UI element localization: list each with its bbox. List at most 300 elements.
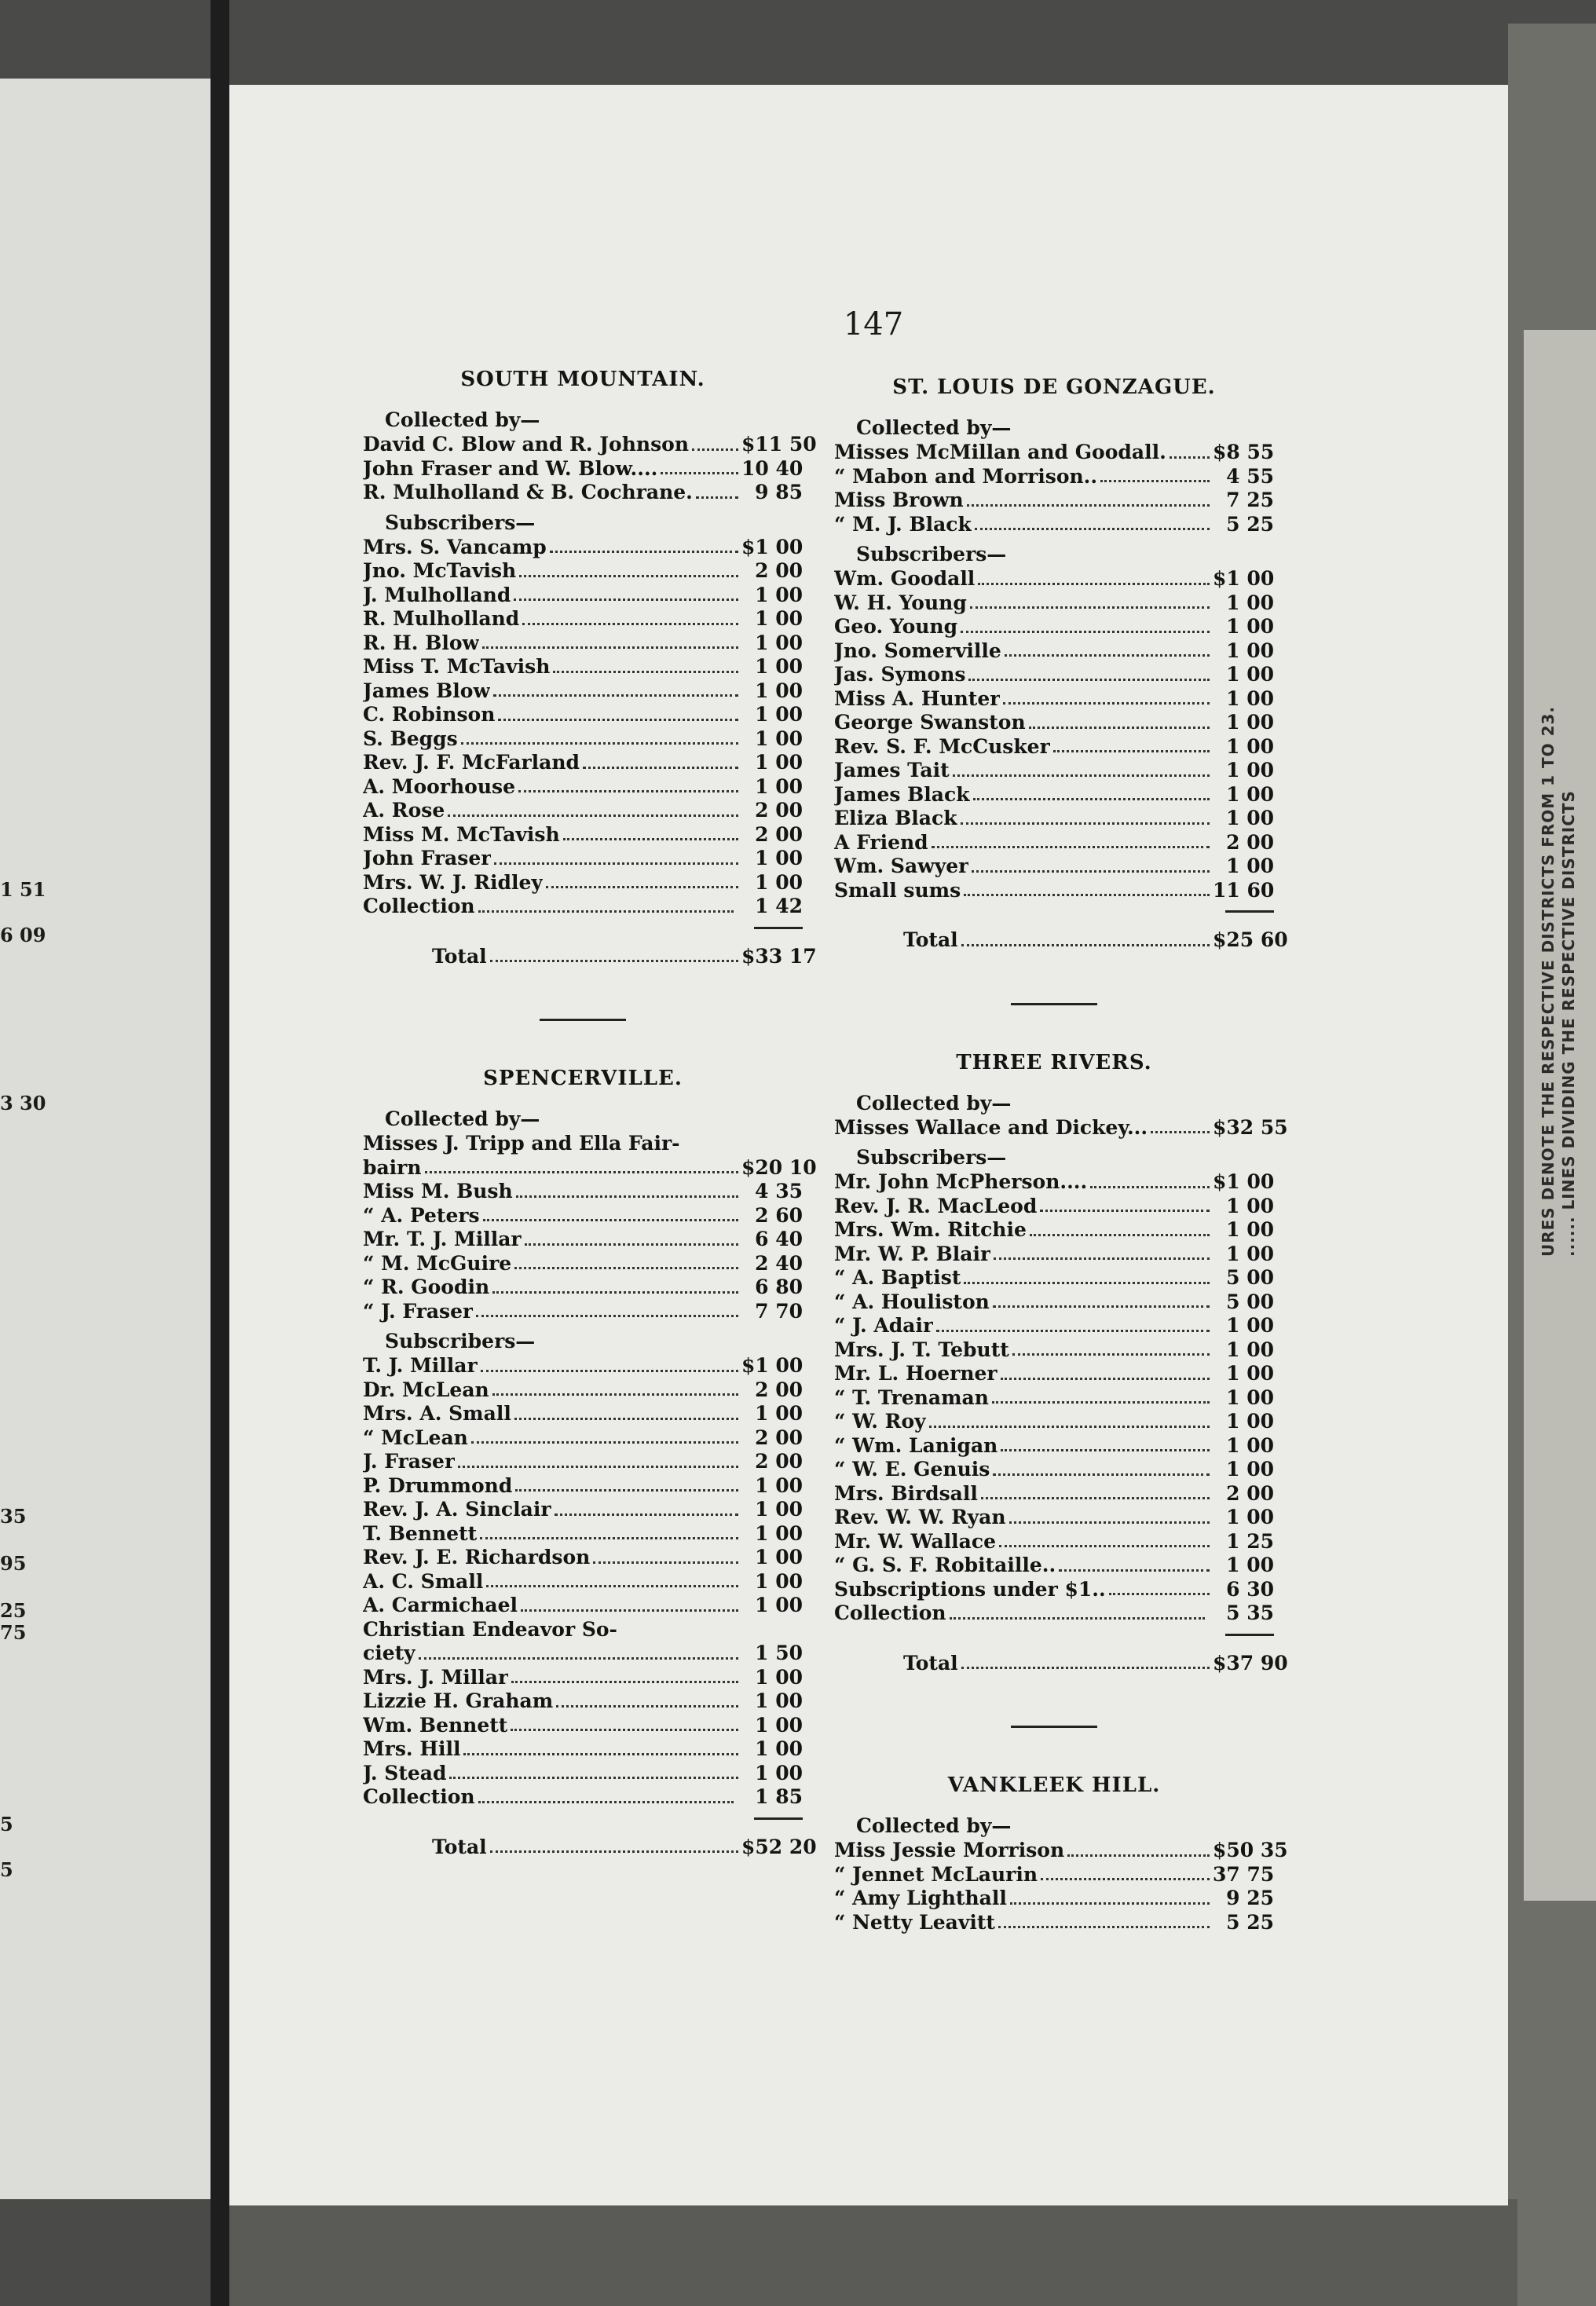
entry-amount: 1 00 <box>1226 1338 1274 1361</box>
entry-name: Eliza Black <box>834 807 957 829</box>
section-title: SOUTH MOUNTAIN. <box>460 368 705 391</box>
entry-name: P. Drummond <box>363 1473 513 1497</box>
entry-name: Total <box>432 1835 487 1858</box>
ledger-row <box>834 687 1274 712</box>
entry-amount: 1 00 <box>755 1402 803 1425</box>
entry-name: Total <box>432 944 487 968</box>
entry-amount: 2 00 <box>755 822 803 846</box>
leader-dots <box>546 886 738 888</box>
entry-amount: 1 00 <box>1226 1554 1274 1576</box>
total-rule <box>754 927 803 929</box>
entry-name: James Tait <box>834 759 950 781</box>
ledger-row <box>834 513 1274 537</box>
leader-dots <box>419 1657 738 1660</box>
leader-dots <box>516 1195 738 1198</box>
section-st-louis-de-gonzague <box>834 375 1288 953</box>
leader-dots <box>953 774 1210 777</box>
total-row <box>363 944 817 969</box>
entry-name: “ Mabon and Morrison.. <box>834 464 1098 488</box>
entry-amount: 5 25 <box>1226 1910 1274 1934</box>
entry-name: “ G. S. F. Robitaille.. <box>834 1554 1056 1576</box>
entry-amount: 1 00 <box>1226 855 1274 877</box>
entry-amount: 1 00 <box>755 1498 803 1521</box>
entry-amount: $50 35 <box>1213 1839 1288 1861</box>
leader-dots <box>692 448 738 451</box>
subscribers-label: Subscribers— <box>385 1330 536 1352</box>
ledger-row <box>363 631 803 656</box>
section-title: THREE RIVERS. <box>956 1050 1152 1074</box>
ledger-row <box>834 1601 1274 1626</box>
legend-line-1: URES DENOTE THE RESPECTIVE DISTRICTS FROM 1 TO 23. <box>1539 705 1558 1257</box>
entry-amount: $11 50 <box>741 433 817 456</box>
collected-by-label: Collected by— <box>856 1814 1012 1837</box>
entry-amount: 1 00 <box>1226 759 1274 781</box>
leader-dots <box>1030 1234 1210 1236</box>
section-vankleek-hill <box>834 1773 1288 1934</box>
entry-amount: 4 55 <box>1226 464 1274 488</box>
entry-name: A Friend <box>834 830 928 854</box>
entry-amount: $20 10 <box>741 1155 817 1179</box>
entry-name: Mr. W. P. Blair <box>834 1242 991 1265</box>
entry-name: James Black <box>834 782 970 806</box>
ledger-row <box>363 1474 803 1499</box>
ledger-row <box>834 879 1274 903</box>
entry-amount: 1 00 <box>1226 711 1274 734</box>
leader-dots <box>478 1801 734 1803</box>
ledger-row <box>363 1354 803 1378</box>
leader-dots <box>425 1171 738 1173</box>
adjacent-page-number: 25 <box>0 1599 27 1622</box>
entry-name: George Swanston <box>834 711 1026 734</box>
entry-name: “ Jennet McLaurin <box>834 1862 1038 1886</box>
entry-amount: 1 50 <box>755 1642 803 1664</box>
left-column <box>363 368 817 1859</box>
ledger-row <box>363 1180 803 1204</box>
subscribers-label: Subscribers— <box>856 1146 1007 1169</box>
entry-amount: 1 00 <box>755 1761 803 1784</box>
leader-dots <box>483 1219 738 1221</box>
section-title: ST. LOUIS DE GONZAGUE. <box>892 375 1216 399</box>
ledger-row <box>834 1290 1274 1315</box>
leader-dots <box>461 742 738 745</box>
ledger-row <box>363 1450 803 1474</box>
entry-name: Miss M. McTavish <box>363 822 560 846</box>
entry-name: Jno. McTavish <box>363 559 517 582</box>
entry-name: Mr. L. Hoerner <box>834 1362 998 1385</box>
leader-dots <box>1009 1521 1210 1524</box>
entry-name: Jas. Symons <box>834 663 966 686</box>
leader-dots <box>471 1441 738 1444</box>
leader-dots <box>970 606 1210 609</box>
leader-dots <box>550 551 738 553</box>
leader-dots <box>981 1497 1210 1499</box>
ledger-row <box>834 1458 1274 1482</box>
entry-amount: 1 00 <box>755 1713 803 1737</box>
entry-amount: 6 30 <box>1226 1577 1274 1601</box>
ledger-row <box>834 1839 1288 1863</box>
book-gutter <box>210 0 229 2306</box>
entry-amount: 1 00 <box>755 607 803 630</box>
entry-name: Mrs. Birdsall <box>834 1481 978 1505</box>
ledger-row <box>834 663 1274 687</box>
leader-dots <box>992 1401 1210 1404</box>
leader-dots <box>492 1393 738 1396</box>
entry-name: “ M. J. Black <box>834 512 972 536</box>
entry-name: Geo. Young <box>834 615 958 638</box>
ledger-row <box>834 639 1274 664</box>
ledger-row <box>834 615 1274 639</box>
entry-amount: 5 25 <box>1226 512 1274 536</box>
entry-amount: 7 70 <box>755 1299 803 1323</box>
entry-name: John Fraser and W. Blow.... <box>363 456 658 480</box>
entry-name: ciety <box>363 1642 415 1664</box>
entry-name: Christian Endeavor So- <box>363 1617 617 1641</box>
entry-name: Rev. J. E. Richardson <box>363 1546 591 1568</box>
entry-name: James Blow <box>363 679 490 702</box>
entry-name: “ McLean <box>363 1426 468 1449</box>
entry-name: Subscriptions under $1.. <box>834 1577 1106 1601</box>
entry-name: “ W. Roy <box>834 1410 926 1433</box>
ledger-row <box>363 1276 803 1300</box>
section-three-rivers <box>834 1050 1288 1676</box>
entry-amount: $1 00 <box>741 535 803 558</box>
ledger-row <box>363 433 817 457</box>
entry-name: Mrs. S. Vancamp <box>363 535 547 558</box>
leader-dots <box>494 862 738 865</box>
total-rule <box>754 1817 803 1820</box>
ledger-row <box>834 567 1274 591</box>
entry-amount: 1 00 <box>1226 639 1274 662</box>
section-divider <box>540 1019 626 1021</box>
entry-amount: 1 00 <box>1226 782 1274 806</box>
entry-name: Miss Brown <box>834 489 964 511</box>
entry-amount: 2 00 <box>1226 830 1274 854</box>
entry-name: Miss A. Hunter <box>834 686 1001 710</box>
entry-name: “ Netty Leavitt <box>834 1910 995 1934</box>
entry-amount: 1 00 <box>755 703 803 726</box>
entry-name: Mrs. A. Small <box>363 1402 511 1425</box>
ledger-row <box>363 1642 803 1666</box>
leader-dots <box>961 822 1210 825</box>
entry-amount: 2 00 <box>1226 1481 1274 1505</box>
section-divider <box>1011 1726 1097 1728</box>
entry-amount: 2 00 <box>755 799 803 822</box>
total-rule <box>1225 1634 1274 1636</box>
leader-dots <box>481 1370 738 1372</box>
entry-amount: 1 42 <box>755 895 803 917</box>
entry-amount: 1 00 <box>1226 1410 1274 1433</box>
entry-amount: 1 00 <box>755 1594 803 1616</box>
entry-amount: 1 00 <box>755 751 803 774</box>
entry-name: Total <box>903 928 958 951</box>
ledger-row <box>363 1666 803 1690</box>
entry-name: R. Mulholland & B. Cochrane. <box>363 481 693 503</box>
entry-amount: 9 85 <box>755 481 803 503</box>
entry-amount: 2 00 <box>755 1426 803 1449</box>
ledger-row <box>363 871 803 895</box>
ledger-row <box>363 823 803 847</box>
leader-dots <box>1041 1878 1210 1880</box>
entry-name: A. C. Small <box>363 1569 484 1593</box>
ledger-row <box>363 1426 803 1451</box>
leader-dots <box>972 870 1210 873</box>
right-column <box>834 375 1288 1934</box>
entry-name: C. Robinson <box>363 703 496 726</box>
ledger-row <box>834 759 1274 783</box>
ledger-row <box>363 1714 803 1738</box>
entry-name: “ Wm. Lanigan <box>834 1433 998 1457</box>
entry-amount: 2 60 <box>755 1203 803 1227</box>
leader-dots <box>493 694 738 697</box>
entry-amount: 1 00 <box>1226 1506 1274 1528</box>
ledger-row <box>363 679 803 704</box>
ledger-row <box>363 751 803 775</box>
ledger-row <box>834 831 1274 855</box>
leader-dots <box>525 1243 738 1246</box>
entry-amount: $32 55 <box>1213 1115 1288 1139</box>
entry-amount: 9 25 <box>1226 1887 1274 1909</box>
leader-dots <box>1067 1854 1210 1857</box>
adjacent-page-number: 5 <box>0 1813 13 1836</box>
leader-dots <box>563 838 738 840</box>
adjacent-page-number: 75 <box>0 1621 27 1644</box>
entry-amount: $52 20 <box>741 1835 817 1858</box>
subscribers-label: Subscribers— <box>385 511 536 534</box>
entry-amount: $1 00 <box>1213 567 1275 590</box>
entry-amount: 1 00 <box>755 655 803 678</box>
entry-name: Wm. Sawyer <box>834 855 969 877</box>
ledger-row <box>363 799 803 823</box>
leader-dots <box>480 1537 738 1539</box>
adjacent-page-number: 5 <box>0 1858 13 1881</box>
leader-dots <box>1029 727 1210 729</box>
entry-name: “ A. Peters <box>363 1203 480 1227</box>
ledger-row <box>363 1594 803 1618</box>
leader-dots <box>519 575 738 577</box>
ledger-row <box>363 536 803 560</box>
leader-dots <box>522 623 738 625</box>
entry-amount: 5 00 <box>1226 1290 1274 1313</box>
entry-name: Misses J. Tripp and Ella Fair- <box>363 1132 680 1155</box>
leader-dots <box>511 1681 738 1683</box>
leader-dots <box>449 1777 738 1779</box>
entry-amount: 1 00 <box>755 631 803 654</box>
entry-name: Rev. S. F. McCusker <box>834 734 1050 758</box>
leader-dots <box>978 583 1210 585</box>
ledger-row <box>363 1228 803 1252</box>
entry-amount: $8 55 <box>1213 441 1275 463</box>
entry-amount: 1 00 <box>755 1569 803 1593</box>
leader-dots <box>961 1667 1210 1669</box>
leader-dots <box>583 767 738 769</box>
entry-name: Rev. J. A. Sinclair <box>363 1498 551 1521</box>
entry-amount: 11 60 <box>1213 878 1275 902</box>
ledger-row <box>363 703 803 727</box>
entry-amount: 1 00 <box>755 679 803 702</box>
entry-name: “ A. Houliston <box>834 1290 990 1313</box>
page-number: 147 <box>843 306 904 342</box>
leader-dots <box>486 1585 738 1587</box>
leader-dots <box>1010 1902 1210 1905</box>
entry-name: Rev. J. R. MacLeod <box>834 1194 1038 1217</box>
ledger-row <box>363 1546 803 1570</box>
legend-line-2: ...... LINES DIVIDING THE RESPECTIVE DISTRICTS <box>1559 790 1578 1257</box>
entry-name: A. Rose <box>363 799 445 822</box>
leader-dots <box>950 1617 1205 1620</box>
entry-amount: 1 25 <box>1226 1529 1274 1553</box>
ledger-row <box>834 1243 1274 1267</box>
entry-name: Mrs. Wm. Ritchie <box>834 1218 1027 1241</box>
leader-dots <box>553 671 738 673</box>
entry-name: “ J. Adair <box>834 1314 934 1337</box>
entry-amount: 1 00 <box>1226 1458 1274 1481</box>
entry-name: J. Stead <box>363 1761 447 1784</box>
entry-name: A. Moorhouse <box>363 774 516 798</box>
leader-dots <box>964 1282 1210 1284</box>
entry-amount: 1 00 <box>755 774 803 798</box>
adjacent-page-number: 95 <box>0 1552 27 1575</box>
leader-dots <box>1053 750 1210 752</box>
leader-dots <box>1109 1593 1210 1595</box>
ledger-row <box>834 1863 1274 1887</box>
ledger-row <box>363 584 803 608</box>
entry-amount: 6 40 <box>755 1228 803 1250</box>
entry-amount: 37 75 <box>1213 1862 1275 1886</box>
entry-amount: 10 40 <box>741 456 803 480</box>
entry-name: Miss Jessie Morrison <box>834 1839 1065 1861</box>
entry-name: Wm. Bennett <box>363 1713 508 1737</box>
ledger-row <box>834 1338 1274 1363</box>
ledger-row <box>363 1402 803 1426</box>
entry-amount: 1 00 <box>755 727 803 750</box>
leader-dots <box>555 1514 738 1516</box>
leader-dots <box>476 1315 738 1317</box>
entry-amount: 1 00 <box>1226 1385 1274 1409</box>
scan-background <box>229 2199 1517 2306</box>
entry-amount: 2 00 <box>755 1378 803 1401</box>
ledger-row <box>834 1170 1274 1195</box>
entry-amount: 2 40 <box>755 1251 803 1275</box>
entry-amount: 2 00 <box>755 1450 803 1473</box>
ledger-row <box>363 559 803 584</box>
ledger-row <box>363 1378 803 1403</box>
ledger-row <box>363 1252 803 1276</box>
entry-name: T. J. Millar <box>363 1354 478 1377</box>
ledger-row <box>834 855 1274 879</box>
entry-amount: 1 00 <box>1226 615 1274 638</box>
leader-dots <box>1151 1131 1210 1133</box>
total-rule <box>1225 910 1274 913</box>
leader-dots <box>515 1489 738 1492</box>
ledger-row <box>834 1554 1274 1578</box>
leader-dots <box>973 798 1210 800</box>
collected-by-label: Collected by— <box>385 408 540 431</box>
entry-name: Small sums <box>834 878 961 902</box>
section-spencerville <box>363 1067 817 1859</box>
section-divider <box>1011 1003 1097 1005</box>
leader-dots <box>1012 1353 1210 1356</box>
entry-name: Rev. J. F. McFarland <box>363 751 580 774</box>
leader-dots <box>936 1330 1210 1332</box>
leader-dots <box>492 1291 738 1294</box>
leader-dots <box>448 814 738 817</box>
ledger-row <box>363 1570 803 1594</box>
collected-by-label: Collected by— <box>385 1107 540 1130</box>
entry-name: “ J. Fraser <box>363 1299 474 1323</box>
entry-amount: 1 00 <box>1226 1194 1274 1217</box>
ledger-row <box>834 1218 1274 1243</box>
ledger-row <box>363 607 803 631</box>
leader-dots <box>511 1729 738 1731</box>
entry-name: “ W. E. Genuis <box>834 1458 990 1481</box>
ledger-row <box>834 441 1274 465</box>
entry-amount: 1 00 <box>755 1665 803 1689</box>
ledger-row <box>363 1618 803 1642</box>
entry-amount: $25 60 <box>1213 928 1288 951</box>
entry-name: “ A. Baptist <box>834 1266 961 1289</box>
ledger-row <box>363 1498 803 1522</box>
total-row <box>834 928 1288 953</box>
leader-dots <box>518 790 738 792</box>
ledger-row <box>363 1204 803 1228</box>
entry-name: Collection <box>363 895 475 917</box>
ledger-row <box>363 481 803 505</box>
entry-name: J. Fraser <box>363 1450 456 1473</box>
entry-name: Miss T. McTavish <box>363 655 551 678</box>
leader-dots <box>1059 1569 1210 1572</box>
leader-dots <box>1100 480 1210 482</box>
ledger-row <box>363 1155 817 1180</box>
ledger-row <box>834 711 1274 735</box>
ledger-row <box>834 1578 1274 1602</box>
leader-dots <box>478 910 734 913</box>
ledger-row <box>363 1762 803 1786</box>
ledger-row <box>834 1115 1288 1140</box>
entry-name: Collection <box>834 1601 946 1624</box>
leader-dots <box>593 1561 738 1564</box>
entry-name: S. Beggs <box>363 727 458 750</box>
entry-amount: 1 00 <box>755 1473 803 1497</box>
entry-name: Lizzie H. Graham <box>363 1689 554 1712</box>
ledger-row <box>834 591 1274 616</box>
entry-name: John Fraser <box>363 847 492 869</box>
adjacent-page-numbers <box>0 0 47 2306</box>
entry-amount: 1 00 <box>1226 1242 1274 1265</box>
section-south-mountain <box>363 368 817 968</box>
leader-dots <box>514 598 738 601</box>
leader-dots <box>1001 1378 1210 1380</box>
entry-name: Mr. T. J. Millar <box>363 1228 522 1250</box>
entry-name: bairn <box>363 1155 422 1179</box>
leader-dots <box>975 528 1210 530</box>
entry-name: J. Mulholland <box>363 583 511 606</box>
leader-dots <box>696 496 738 499</box>
page <box>229 85 1508 2205</box>
leader-dots <box>964 894 1210 896</box>
ledger-row <box>363 1785 803 1810</box>
leader-dots <box>1090 1186 1210 1188</box>
leader-dots <box>490 1850 738 1853</box>
entry-name: Dr. McLean <box>363 1378 489 1401</box>
leader-dots <box>1170 456 1210 459</box>
entry-amount: 1 00 <box>1226 591 1274 614</box>
ledger-row <box>834 1506 1274 1530</box>
ledger-row <box>363 895 803 919</box>
entry-name: Misses McMillan and Goodall. <box>834 441 1166 463</box>
entry-amount: $37 90 <box>1213 1651 1288 1675</box>
ledger-row <box>834 1266 1274 1290</box>
entry-amount: 1 00 <box>1226 1433 1274 1457</box>
